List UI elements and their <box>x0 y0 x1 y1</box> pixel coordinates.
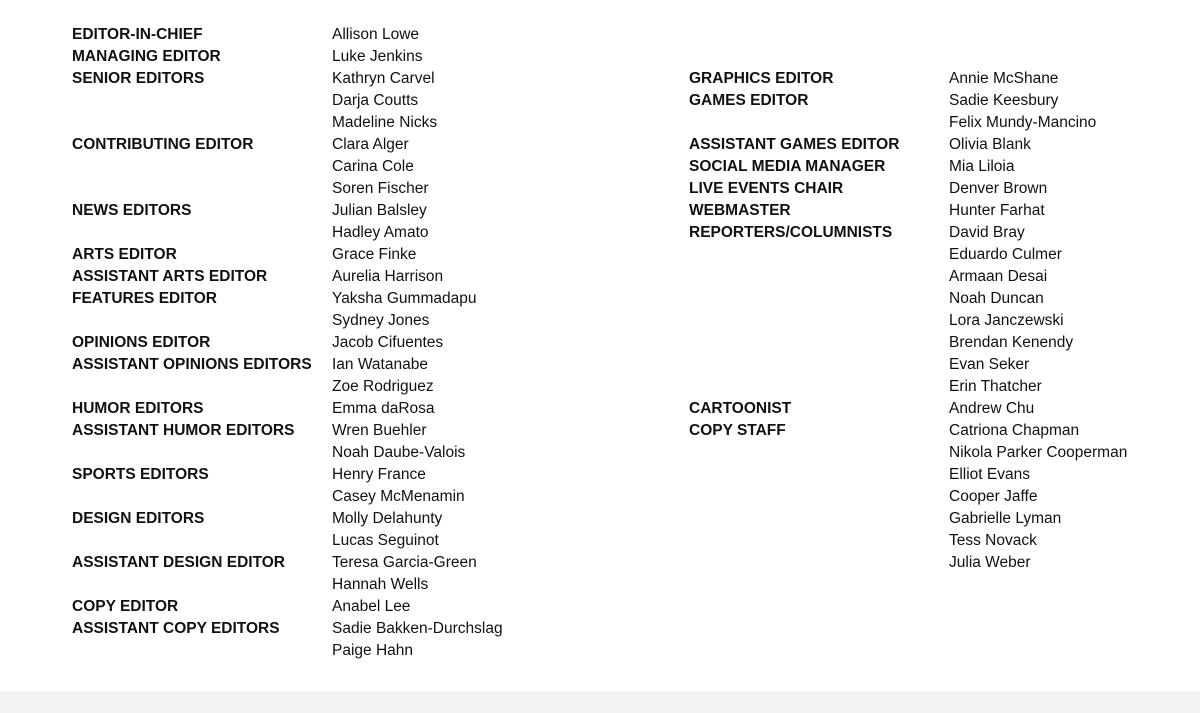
staff-name: Lora Janczewski <box>949 312 1064 329</box>
staff-name: Erin Thatcher <box>949 378 1042 395</box>
role-title: ASSISTANT HUMOR EDITORS <box>72 422 295 439</box>
role-title: FEATURES EDITOR <box>72 290 217 307</box>
staff-name: Soren Fischer <box>332 180 429 197</box>
staff-name: Annie McShane <box>949 70 1059 87</box>
staff-name: Jacob Cifuentes <box>332 334 444 351</box>
staff-name: Noah Duncan <box>949 290 1044 307</box>
staff-name: Wren Buehler <box>332 422 427 439</box>
staff-name: Teresa Garcia-Green <box>332 554 477 571</box>
staff-name: Denver Brown <box>949 180 1048 197</box>
role-title: CONTRIBUTING EDITOR <box>72 136 254 153</box>
staff-name: Emma daRosa <box>332 400 435 417</box>
staff-name: Eduardo Culmer <box>949 246 1062 263</box>
staff-name: Hadley Amato <box>332 224 429 241</box>
staff-name: Paige Hahn <box>332 642 414 659</box>
staff-name: Hannah Wells <box>332 576 429 593</box>
staff-name: Allison Lowe <box>332 26 420 43</box>
staff-name: Julia Weber <box>949 554 1031 571</box>
staff-name: Carina Cole <box>332 158 414 175</box>
bottom-band <box>0 691 1200 713</box>
staff-name: Andrew Chu <box>949 400 1035 417</box>
role-title: LIVE EVENTS CHAIR <box>689 180 844 197</box>
staff-name: Julian Balsley <box>332 202 427 219</box>
role-title: ASSISTANT COPY EDITORS <box>72 620 280 637</box>
staff-name: Grace Finke <box>332 246 417 263</box>
role-title: WEBMASTER <box>689 202 791 219</box>
staff-name: Kathryn Carvel <box>332 70 435 87</box>
role-title: GAMES EDITOR <box>689 92 809 109</box>
staff-name: Felix Mundy-Mancino <box>949 114 1097 131</box>
staff-name: Sadie Bakken-Durchslag <box>332 620 503 637</box>
role-title: SOCIAL MEDIA MANAGER <box>689 158 886 175</box>
role-title: OPINIONS EDITOR <box>72 334 211 351</box>
staff-name: Elliot Evans <box>949 466 1030 483</box>
staff-name: Ian Watanabe <box>332 356 428 373</box>
role-title: HUMOR EDITORS <box>72 400 204 417</box>
role-title: ARTS EDITOR <box>72 246 177 263</box>
role-title: DESIGN EDITORS <box>72 510 205 527</box>
staff-name: Henry France <box>332 466 426 483</box>
role-title: SENIOR EDITORS <box>72 70 205 87</box>
staff-name: Yaksha Gummadapu <box>332 290 477 307</box>
staff-name: Lucas Seguinot <box>332 532 439 549</box>
role-title: MANAGING EDITOR <box>72 48 221 65</box>
role-title: ASSISTANT ARTS EDITOR <box>72 268 268 285</box>
staff-name: Cooper Jaffe <box>949 488 1038 505</box>
staff-name: Anabel Lee <box>332 598 411 615</box>
staff-name: Noah Daube-Valois <box>332 444 466 461</box>
role-title: REPORTERS/COLUMNISTS <box>689 224 893 241</box>
staff-name: Nikola Parker Cooperman <box>949 444 1128 461</box>
staff-name: Gabrielle Lyman <box>949 510 1062 527</box>
role-title: CARTOONIST <box>689 400 792 417</box>
role-title: NEWS EDITORS <box>72 202 192 219</box>
staff-name: Hunter Farhat <box>949 202 1045 219</box>
staff-name: Casey McMenamin <box>332 488 465 505</box>
staff-name: David Bray <box>949 224 1025 241</box>
role-title: COPY EDITOR <box>72 598 179 615</box>
role-title: COPY STAFF <box>689 422 786 439</box>
staff-name: Aurelia Harrison <box>332 268 444 285</box>
staff-name: Molly Delahunty <box>332 510 443 527</box>
role-title: ASSISTANT GAMES EDITOR <box>689 136 900 153</box>
staff-name: Darja Coutts <box>332 92 419 109</box>
role-title: ASSISTANT DESIGN EDITOR <box>72 554 286 571</box>
staff-name: Evan Seker <box>949 356 1030 373</box>
staff-name: Clara Alger <box>332 136 409 153</box>
staff-name: Luke Jenkins <box>332 48 423 65</box>
staff-name: Brendan Kenendy <box>949 334 1074 351</box>
staff-name: Olivia Blank <box>949 136 1031 153</box>
staff-name: Sydney Jones <box>332 312 430 329</box>
staff-name: Zoe Rodriguez <box>332 378 434 395</box>
role-title: SPORTS EDITORS <box>72 466 209 483</box>
staff-name: Armaan Desai <box>949 268 1048 285</box>
staff-name: Tess Novack <box>949 532 1037 549</box>
staff-name: Mia Liloia <box>949 158 1015 175</box>
staff-name: Madeline Nicks <box>332 114 438 131</box>
staff-name: Catriona Chapman <box>949 422 1080 439</box>
role-title: GRAPHICS EDITOR <box>689 70 834 87</box>
staff-name: Sadie Keesbury <box>949 92 1059 109</box>
role-title: ASSISTANT OPINIONS EDITORS <box>72 356 312 373</box>
role-title: EDITOR-IN-CHIEF <box>72 26 203 43</box>
